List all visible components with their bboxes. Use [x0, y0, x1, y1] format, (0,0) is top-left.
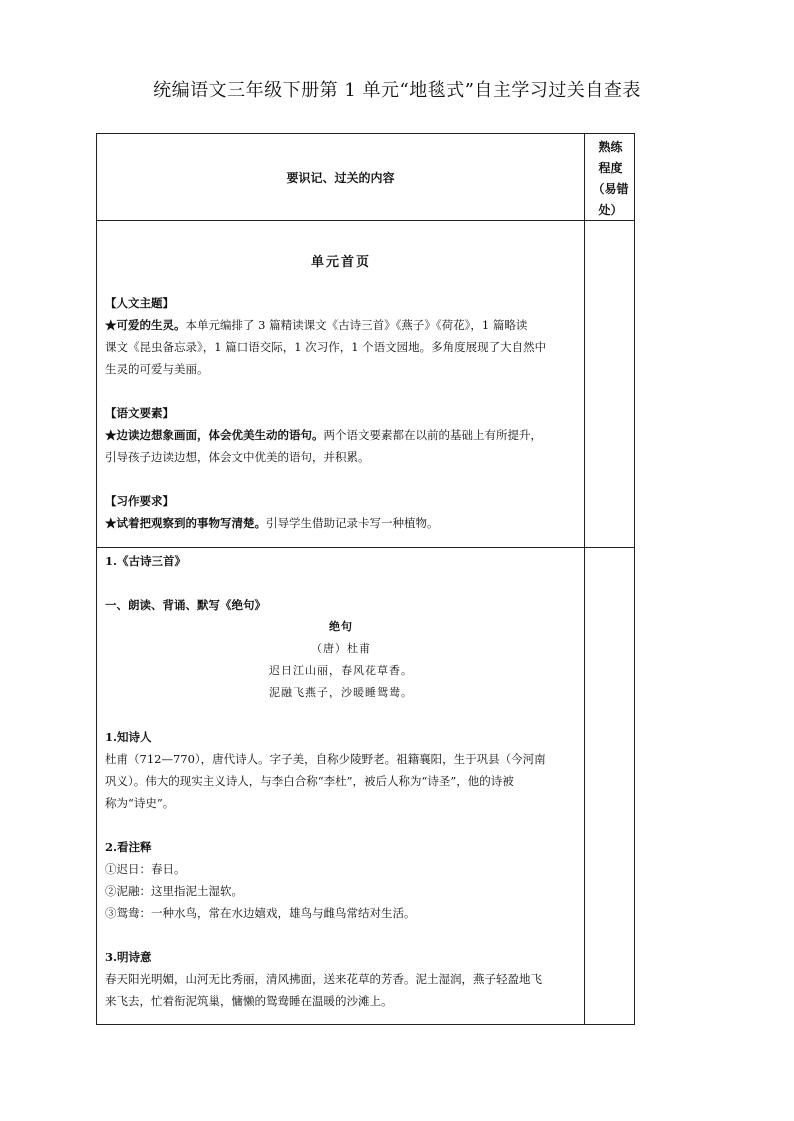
note-item: ③鸳鸯：一种水鸟，常在水边嬉戏，雄鸟与雌鸟常结对生活。 [105, 906, 416, 920]
column-divider [584, 134, 585, 1024]
note-item: ①迟日：春日。 [105, 862, 186, 876]
header-content-label: 要识记、过关的内容 [286, 170, 395, 185]
unit-home-cell [105, 222, 577, 534]
writing-paragraph [105, 512, 577, 534]
poet-line: 巩义）。伟大的现实主义诗人，与李白合称“李杜”，被后人称为“诗圣”，他的诗被 [105, 774, 514, 788]
notes-heading: 2.看注释 [105, 840, 152, 854]
document-title: 统编语文三年级下册第 1 单元“地毯式”自主学习过关自查表 [153, 80, 641, 101]
elements-label: 【语文要素】 [105, 406, 174, 420]
elements-line: 两个语文要素都在以前的基础上有所提升， [323, 428, 542, 442]
theme-line: 课文《昆虫备忘录》，1 篇口语交际，1 次习作，1 个语文园地。多角度展现了大自然中 [105, 340, 547, 354]
unit-home-title: 单元首页 [310, 255, 371, 270]
poet-heading: 1.知诗人 [105, 730, 152, 744]
theme-line: 本单元编排了 3 篇精读课文《古诗三首》《燕子》《荷花》，1 篇略读 [185, 318, 528, 332]
writing-label: 【习作要求】 [105, 494, 174, 508]
writing-bold: ★试着把观察到的事物写清楚。 [105, 516, 266, 530]
meaning-line: 春天阳光明媚，山河无比秀丽，清风拂面，送来花草的芳香。泥土湿润，燕子轻盈地飞 [105, 972, 542, 986]
meaning-heading: 3.明诗意 [105, 950, 152, 964]
poem-author: （唐）杜甫 [311, 642, 371, 655]
writing-text: 引导学生借助记录卡写一种植物。 [266, 516, 439, 530]
header-content-cell [97, 134, 584, 220]
theme-bold: ★可爱的生灵。 [105, 318, 186, 332]
poet-line: 称为“诗史”。 [105, 796, 175, 810]
header-proficiency-line: 熟练 [598, 140, 623, 154]
section1-heading: 一、朗读、背诵、默写《绝句》 [105, 598, 266, 612]
theme-line: 生灵的可爱与美丽。 [105, 362, 209, 376]
header-proficiency-line: 程度 [598, 161, 623, 175]
poet-line: 杜甫（712—770），唐代诗人。字子美，自称少陵野老。祖籍襄阳，生于巩县（今河南 [105, 752, 546, 766]
row-divider [97, 220, 634, 221]
elements-paragraph [105, 424, 577, 446]
note-item: ②泥融：这里指泥土湿软。 [105, 884, 243, 898]
row-divider [97, 547, 634, 548]
poem-title: 绝句 [329, 620, 353, 633]
meaning-line: 来飞去，忙着衔泥筑巢，慵懒的鸳鸯睡在温暖的沙滩上。 [105, 994, 393, 1008]
elements-line: 引导孩子边读边想，体会文中优美的语句，并积累。 [105, 450, 370, 464]
header-proficiency-line: 处） [598, 203, 623, 217]
poem-line: 迟日江山丽，春风花草香。 [269, 664, 413, 677]
header-proficiency-line: （易错 [592, 182, 629, 196]
theme-label: 【人文主题】 [105, 296, 174, 310]
header-proficiency-cell [585, 134, 636, 220]
poem-line: 泥融飞燕子，沙暖睡鸳鸯。 [269, 686, 413, 699]
lesson1-title: 1.《古诗三首》 [105, 554, 187, 568]
checklist-table [96, 133, 635, 1025]
elements-bold: ★边读边想象画面，体会优美生动的语句。 [105, 428, 324, 442]
theme-paragraph [105, 314, 577, 336]
lesson1-cell [105, 550, 577, 1012]
